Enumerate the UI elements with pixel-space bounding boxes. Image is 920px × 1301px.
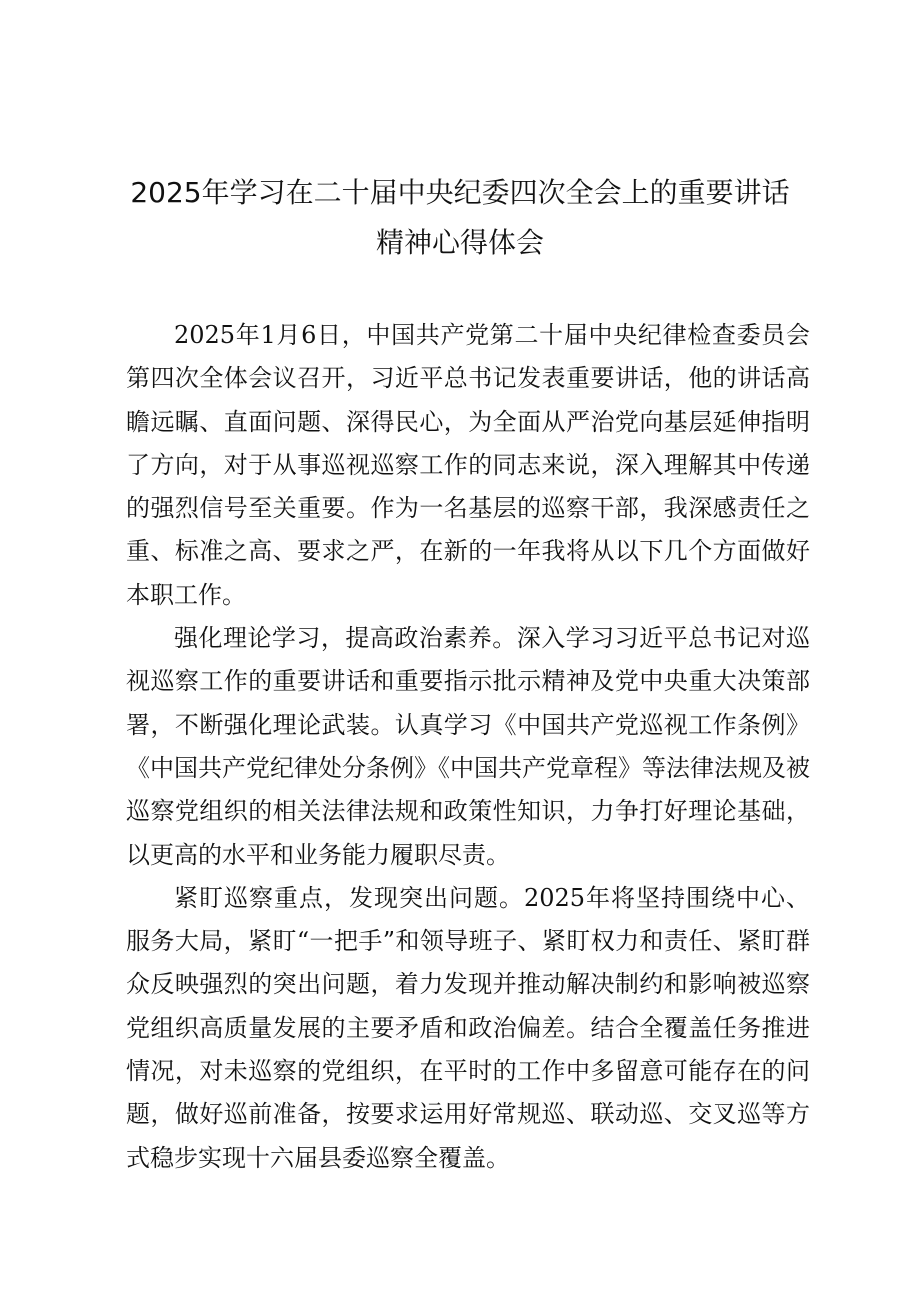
paragraph-intro: 2025年1月6日，中国共产党第二十届中央纪律检查委员会第四次全体会议召开，习近平总书记发表重要讲话，他的讲话高瞻远瞩、直面问题、深得民心，为全面从严治党向基层延伸指明了方向，对于从事巡视巡察工作的同志来说，深入理解其中传递的强烈信号至关重要。作为一名基层的巡察干部，我深感责任之重、标准之高、要求之严，在新的一年我将从以下几个方面做好本职工作。 [126, 321, 810, 609]
document-body [126, 314, 810, 1180]
paragraph-inspection-focus: 紧盯巡察重点，发现突出问题。2025年将坚持围绕中心、服务大局，紧盯“一把手”和领导班子、紧盯权力和责任、紧盯群众反映强烈的突出问题，着力发现并推动解决制约和影响被巡察党组织高质量发展的主要矛盾和政治偏差。结合全覆盖任务推进情况，对未巡察的党组织，在平时的工作中多留意可能存在的问题，做好巡前准备，按要求运用好常规巡、联动巡、交叉巡等方式稳步实现十六届县委巡察全覆盖。 [126, 883, 810, 1172]
paragraph-theory-study: 强化理论学习，提高政治素养。深入学习习近平总书记对巡视巡察工作的重要讲话和重要指示批示精神及党中央重大决策部署，不断强化理论武装。认真学习《中国共产党巡视工作条例》《中国共产党纪律处分条例》《中国共产党章程》等法律法规及被巡察党组织的相关法律法规和政策性知识，力争打好理论基础，以更高的水平和业务能力履职尽责。 [126, 624, 810, 869]
document-title: 2025年学习在二十届中央纪委四次全会上的重要讲话精神心得体会 [130, 176, 790, 259]
